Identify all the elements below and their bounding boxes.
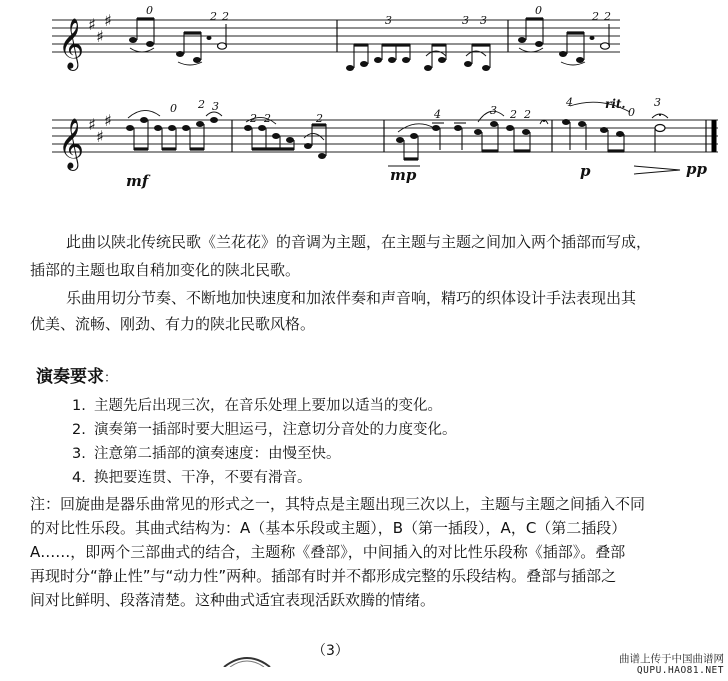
fingering: 3 bbox=[490, 104, 497, 117]
sheet-music bbox=[0, 0, 728, 210]
measure bbox=[129, 4, 229, 65]
description-line: 此曲以陕北传统民歌《兰花花》的音调为主题，在主题与主题之间加入两个插部而写成， bbox=[66, 233, 652, 251]
requirement-number: 4. bbox=[72, 470, 86, 486]
fingering: 2 bbox=[316, 112, 323, 125]
fingering: 2 bbox=[198, 98, 205, 111]
sharp-icon: ♯ bbox=[104, 111, 112, 130]
requirement-number: 1. bbox=[72, 398, 86, 414]
dynamic-marking: pp bbox=[686, 160, 707, 178]
fingering: 3 bbox=[462, 14, 469, 27]
requirement-text: 主题先后出现三次，在音乐处理上要加以适当的变化。 bbox=[94, 398, 442, 414]
requirement-number: 2. bbox=[72, 422, 86, 438]
fingering: 4 bbox=[566, 96, 573, 109]
decorative-arc-icon bbox=[222, 653, 272, 667]
diminuendo-hairpin bbox=[634, 166, 680, 174]
fingering: 0 bbox=[146, 4, 153, 17]
fingering: 2 bbox=[210, 10, 217, 23]
requirements-heading-suffix: ： bbox=[104, 371, 118, 386]
watermark-line: 曲谱上传于中国曲谱网 bbox=[619, 653, 724, 665]
description-line: 优美、流畅、刚劲、有力的陕北民歌风格。 bbox=[30, 315, 316, 333]
description-line: 乐曲用切分节奏、不断地加快速度和加浓伴奏和声音响，精巧的织体设计手法表现出其 bbox=[66, 289, 637, 307]
requirement-item bbox=[72, 394, 457, 418]
requirement-item bbox=[72, 466, 457, 490]
measure bbox=[518, 4, 611, 65]
requirement-item bbox=[72, 442, 457, 466]
note-line: 注：回旋曲是器乐曲常见的形式之一，其特点是主题出现三次以上，主题与主题之间插入不同 bbox=[30, 495, 646, 513]
requirements-heading bbox=[36, 362, 117, 387]
requirements-heading-text: 演奏要求 bbox=[36, 367, 104, 387]
fingering: 3 bbox=[385, 14, 392, 27]
fingering: 0 bbox=[170, 102, 177, 115]
watermark-site: QUPU.HAO81.NET bbox=[636, 665, 724, 676]
sharp-icon: ♯ bbox=[104, 11, 112, 30]
note-line: A……，即两个三部曲式的结合，主题称《叠部》，中间插入的对比性乐段称《插部》。叠部 bbox=[30, 543, 626, 561]
requirement-item bbox=[72, 418, 457, 442]
description-line: 插部的主题也取自稍加变化的陕北民歌。 bbox=[30, 261, 301, 279]
requirement-number: 3. bbox=[72, 446, 86, 462]
page-number: （3） bbox=[312, 643, 349, 659]
treble-clef-icon: 𝄞 bbox=[58, 118, 85, 169]
fingering: 0 bbox=[628, 106, 635, 119]
fingering: 2 bbox=[592, 10, 599, 23]
note-line: 间对比鲜明、段落清楚。这种曲式适宜表现活跃欢腾的情绪。 bbox=[30, 591, 436, 609]
requirement-text: 演奏第一插部时要大胆运弓，注意切分音处的力度变化。 bbox=[94, 422, 457, 438]
treble-clef-icon: 𝄞 bbox=[58, 18, 85, 69]
fingering: 3 bbox=[212, 100, 219, 113]
sharp-icon: ♯ bbox=[96, 127, 104, 146]
fingering: 2 bbox=[222, 10, 229, 23]
sharp-icon: ♯ bbox=[88, 15, 96, 34]
fingering: 2 bbox=[524, 108, 531, 121]
watermark bbox=[619, 653, 724, 677]
measure bbox=[126, 98, 222, 150]
tempo-marking: rit. bbox=[605, 97, 626, 111]
staff-row-2 bbox=[52, 96, 718, 190]
fingering: 3 bbox=[480, 14, 487, 27]
fingering: 2 bbox=[604, 10, 611, 23]
requirement-text: 换把要连贯、干净，不要有滑音。 bbox=[94, 470, 312, 486]
fingering: 2 bbox=[264, 112, 271, 125]
note-line: 的对比性乐段。其曲式结构为：A（基本乐段或主题），B（第一插段），A，C（第二插段） bbox=[30, 519, 627, 537]
staff-row-1 bbox=[52, 4, 620, 71]
sharp-icon: ♯ bbox=[96, 27, 104, 46]
fingering: 3 bbox=[654, 96, 661, 109]
fingering: 2 bbox=[510, 108, 517, 121]
sharp-icon: ♯ bbox=[88, 115, 96, 134]
dynamic-marking: mp bbox=[390, 166, 417, 184]
fingering: 2 bbox=[250, 112, 257, 125]
note-line: 再现时分“静止性”与“动力性”两种。插部有时并不都形成完整的乐段结构。叠部与插部之 bbox=[30, 567, 617, 585]
dynamic-marking: mf bbox=[126, 172, 149, 190]
requirement-text: 注意第二插部的演奏速度：由慢至快。 bbox=[94, 446, 341, 462]
measure bbox=[346, 14, 490, 71]
note-block bbox=[30, 492, 720, 612]
fingering: 4 bbox=[434, 108, 441, 121]
requirements-list bbox=[72, 394, 457, 490]
dynamic-marking: p bbox=[580, 162, 591, 180]
fingering: 0 bbox=[535, 4, 542, 17]
